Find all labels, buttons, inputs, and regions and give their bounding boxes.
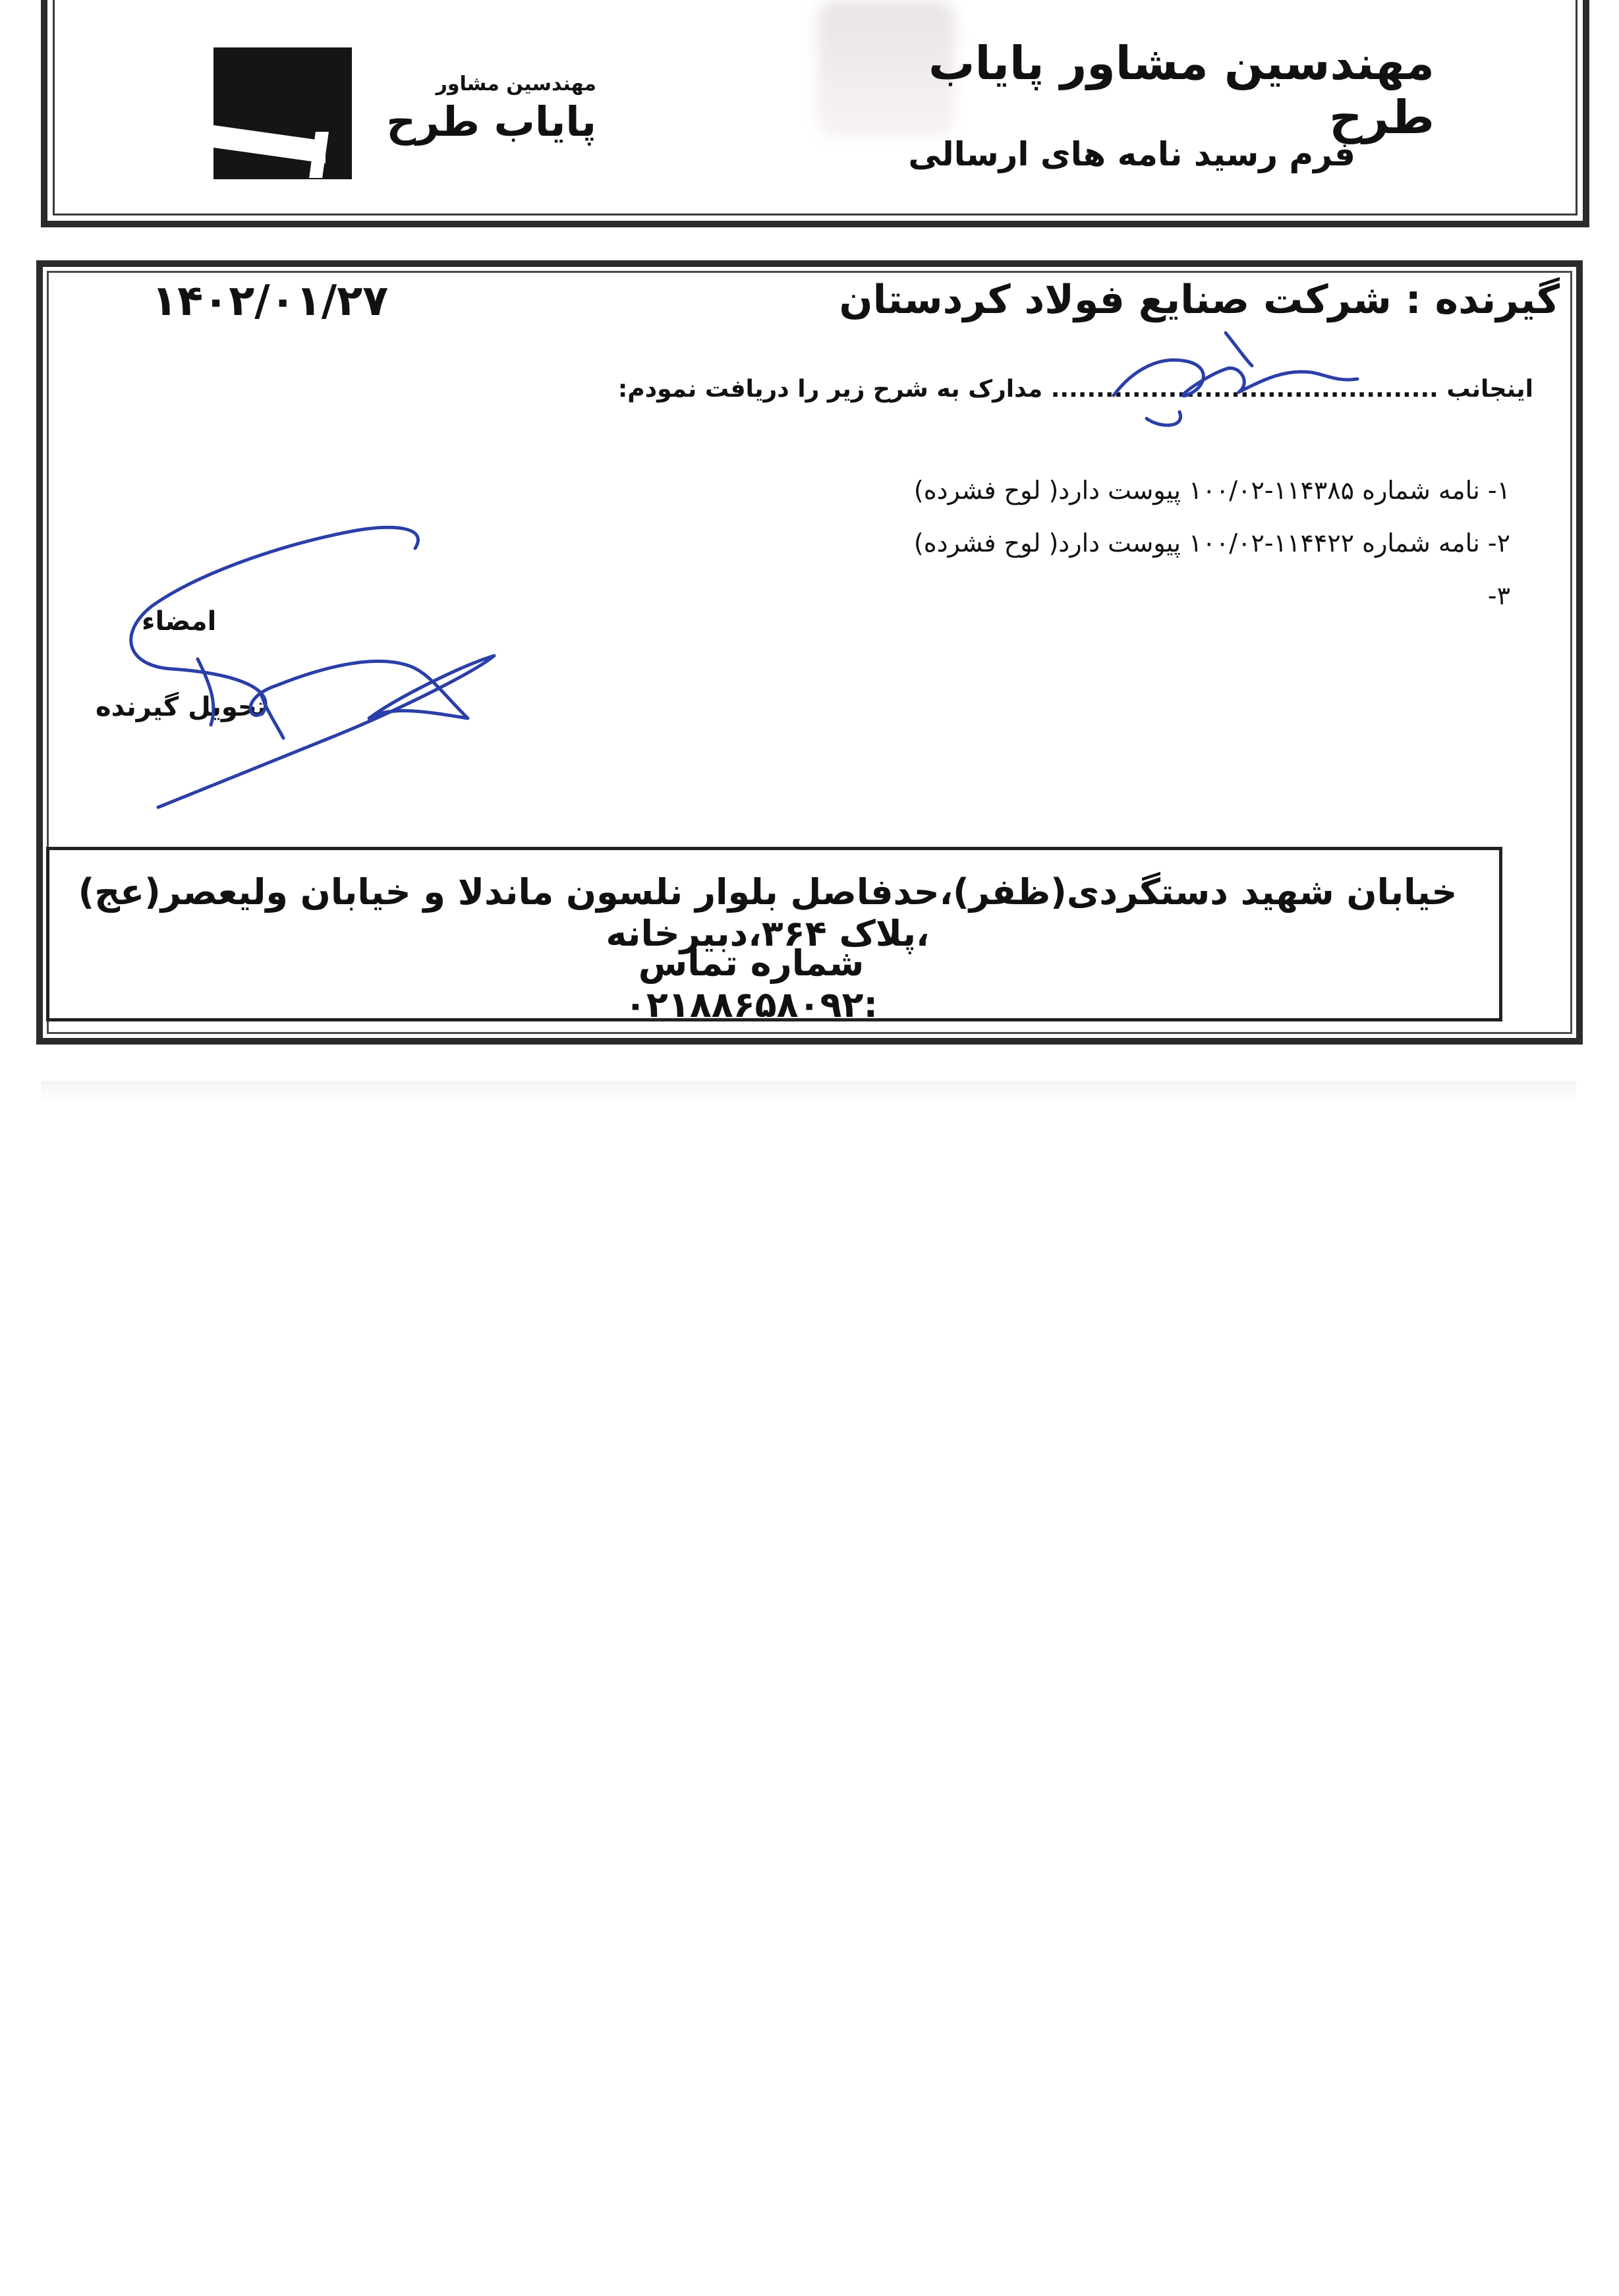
company-title: مهندسین مشاور پایاب طرح: [928, 36, 1434, 144]
logo-name: پایاب طرح: [386, 98, 596, 146]
phone-number: شماره تماس :۰۲۱۸۸۶۵۸۰۹۲: [624, 942, 878, 1025]
form-title: فرم رسید نامه های ارسالی: [908, 135, 1355, 173]
document-item: ۳-: [1487, 581, 1510, 610]
address-text: خیابان شهید دستگردی(ظفر)،حدفاصل بلوار نلسون ماندلا و خیابان ولیعصر(عج) ،پلاک ۳۶۴،دبیرخانه: [78, 871, 1458, 954]
recipient-line: گیرنده : شرکت صنایع فولاد کردستان: [839, 277, 1560, 323]
letter-date: ۱۴۰۲/۰۱/۲۷: [152, 277, 389, 326]
scan-edge: [41, 1081, 1576, 1101]
receipt-statement: اینجانب ........................................... مدارک به شرح زیر را دریافت نمودم:: [617, 376, 1533, 403]
document-item: ۲- نامه شماره ۱۱۴۴۲۲-۱۰۰/۰۲ پیوست دارد( لوح فشرده): [913, 529, 1510, 558]
document-item: ۱- نامه شماره ۱۱۴۳۸۵-۱۰۰/۰۲ پیوست دارد( لوح فشرده): [913, 476, 1510, 505]
company-logo-mark: [213, 47, 352, 179]
logo-subtitle: مهندسین مشاور: [436, 72, 596, 96]
receiver-label: تحویل گیرنده: [96, 692, 267, 722]
signature-label: امضاء: [142, 606, 217, 637]
